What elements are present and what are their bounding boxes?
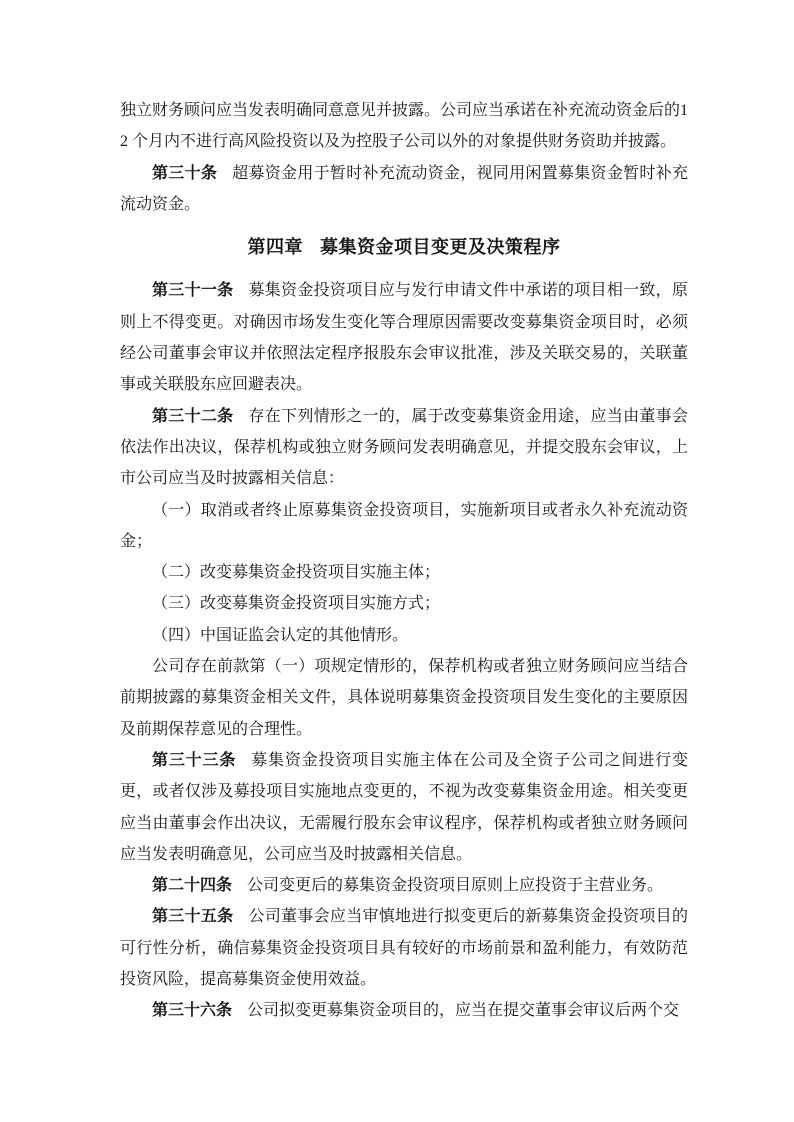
- list-item-2: （二）改变募集资金投资项目实施主体；: [152, 564, 441, 582]
- chapter-title: 募集资金项目变更及决策程序: [320, 237, 561, 258]
- article-number-label: 第三十一条: [152, 282, 234, 300]
- list-item-1: （一）取消或者终止原募集资金投资项目，实施新项目或者永久补充流动资金；: [120, 501, 688, 550]
- article-paragraph-33: [120, 745, 688, 870]
- list-item-4: （四）中国证监会认定的其他情形。: [152, 626, 409, 644]
- chapter-number-label: 第四章: [247, 237, 303, 258]
- document-content: [120, 95, 688, 1027]
- article-paragraph-24: [120, 870, 688, 901]
- article-number-label: 第三十五条: [152, 908, 234, 926]
- article-paragraph-35: [120, 901, 688, 995]
- paragraph-continuation: 独立财务顾问应当发表明确同意意见并披露。公司应当承诺在补充流动资金后的12 个月内不进行高风险投资以及为控股子公司以外的对象提供财务资助并披露。: [120, 102, 689, 151]
- article-number-label: 第三十六条: [152, 1002, 233, 1020]
- article-paragraph-36: [120, 995, 688, 1026]
- article-number-label: 第二十四条: [152, 877, 233, 895]
- list-item-3: （三）改变募集资金投资项目实施方式；: [152, 595, 441, 613]
- article-text: 募集资金投资项目应与发行申请文件中承诺的项目相一致，原则上不得变更。对确因市场发生变化等合理原因需要改变募集资金项目时，必须经公司董事会审议并依照法定程序报股东会审议批准，涉及关联交易的，关联董事或关联股东应回避表决。: [120, 282, 688, 394]
- chapter-heading: [120, 232, 688, 263]
- article-text: 存在下列情形之一的，属于改变募集资金用途，应当由董事会依法作出决议，保荐机构或独立财务顾问发表明确意见，并提交股东会审议，上市公司应当及时披露相关信息：: [120, 407, 688, 488]
- article-text: 公司变更后的募集资金投资项目原则上应投资于主营业务。: [247, 877, 664, 895]
- article-text: 超募资金用于暂时补充流动资金，视同用闲置募集资金暂时补充流动资金。: [120, 164, 688, 213]
- article-text: 公司拟变更募集资金项目的，应当在提交董事会审议后两个交: [247, 1002, 680, 1020]
- article-number-label: 第三十条: [152, 164, 218, 182]
- article-number-label: 第三十三条: [152, 751, 237, 769]
- article-text: 公司董事会应当审慎地进行拟变更后的新募集资金投资项目的可行性分析，确信募集资金投资项目具有较好的市场前景和盈利能力，有效防范投资风险，提高募集资金使用效益。: [120, 908, 688, 989]
- article-paragraph-31: [120, 275, 688, 400]
- paragraph-body: 公司存在前款第（一）项规定情形的，保荐机构或者独立财务顾问应当结合前期披露的募集资金相关文件，具体说明募集资金投资项目发生变化的主要原因及前期保荐意见的合理性。: [120, 658, 688, 738]
- article-text: 募集资金投资项目实施主体在公司及全资子公司之间进行变更，或者仅涉及募投项目实施地点变更的，不视为改变募集资金用途。相关变更应当由董事会作出决议，无需履行股东会审议程序，保荐机构或者独立财务顾问应当发表明确意见，公司应当及时披露相关信息。: [120, 751, 688, 863]
- article-paragraph-32: [120, 401, 688, 495]
- article-number-label: 第三十二条: [152, 407, 234, 425]
- article-paragraph-30: [120, 158, 688, 221]
